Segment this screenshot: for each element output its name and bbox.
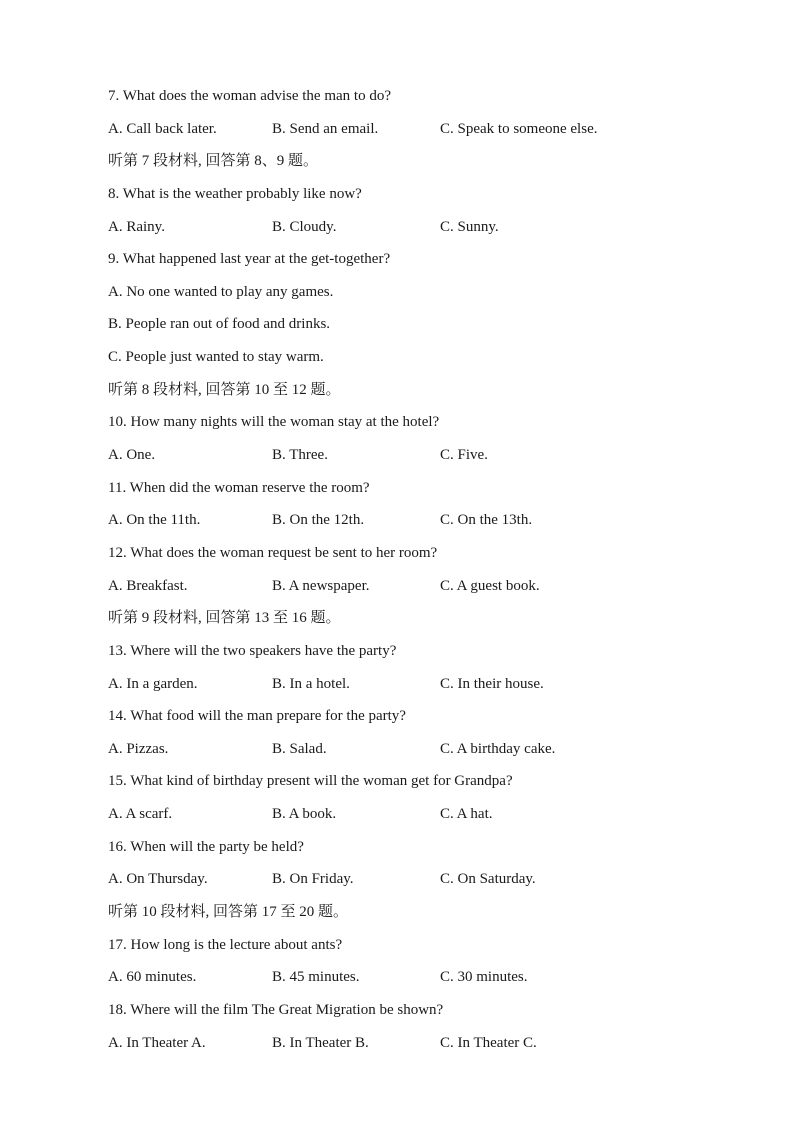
question-text: 15. What kind of birthday present will the woman get for Grandpa? — [108, 773, 513, 790]
answer-option-b: B. Send an email. — [272, 120, 379, 137]
question-text: 12. What does the woman request be sent to her room? — [108, 544, 438, 561]
question-text: 9. What happened last year at the get-together? — [108, 251, 391, 268]
question-text: 18. Where will the film The Great Migration be shown? — [108, 1001, 444, 1018]
answer-option: B. People ran out of food and drinks. — [108, 316, 331, 333]
answer-option-b: B. Three. — [272, 447, 328, 464]
section-instruction: 听第 8 段材料, 回答第 10 至 12 题。 — [108, 381, 341, 398]
options-row — [108, 863, 728, 896]
answer-option-b: B. On Friday. — [272, 871, 354, 888]
answer-option-a: A. Breakfast. — [108, 577, 188, 594]
exam-page — [108, 80, 728, 1059]
answer-option-c: C. In their house. — [440, 675, 544, 692]
answer-option-a: A. Rainy. — [108, 218, 165, 235]
answer-option-a: A. One. — [108, 447, 156, 464]
answer-option-b: B. A book. — [272, 806, 337, 823]
answer-option-b: B. Cloudy. — [272, 218, 337, 235]
options-row — [108, 733, 728, 766]
answer-option-c: C. Sunny. — [440, 218, 499, 235]
question-text: 11. When did the woman reserve the room? — [108, 479, 370, 496]
answer-option-b: B. In a hotel. — [272, 675, 350, 692]
question-text: 17. How long is the lecture about ants? — [108, 936, 343, 953]
answer-option: A. No one wanted to play any games. — [108, 283, 334, 300]
answer-option-c: C. On Saturday. — [440, 871, 536, 888]
answer-option-b: B. 45 minutes. — [272, 969, 360, 986]
question-text: 7. What does the woman advise the man to do? — [108, 88, 391, 104]
options-row — [108, 211, 728, 244]
answer-option-c: C. In Theater C. — [440, 1034, 537, 1051]
section-instruction: 听第 7 段材料, 回答第 8、9 题。 — [108, 153, 319, 170]
answer-option-c: C. 30 minutes. — [440, 969, 528, 986]
answer-option-c: C. A guest book. — [440, 577, 540, 594]
answer-option-b: B. On the 12th. — [272, 512, 365, 529]
question-text: 8. What is the weather probably like now? — [108, 185, 362, 202]
answer-option-c: C. Five. — [440, 447, 488, 464]
answer-option-a: A. A scarf. — [108, 806, 173, 823]
answer-option-c: C. Speak to someone else. — [440, 120, 598, 137]
answer-option-c: C. A hat. — [440, 806, 493, 823]
answer-option-c: C. On the 13th. — [440, 512, 533, 529]
answer-option-a: A. 60 minutes. — [108, 969, 197, 986]
options-row — [108, 1027, 728, 1060]
options-row — [108, 798, 728, 831]
answer-option: C. People just wanted to stay warm. — [108, 349, 324, 366]
answer-option-a: A. In Theater A. — [108, 1034, 206, 1051]
answer-option-a: A. Call back later. — [108, 120, 217, 137]
answer-option-a: A. Pizzas. — [108, 740, 169, 757]
options-row — [108, 113, 728, 146]
answer-option-a: A. In a garden. — [108, 675, 198, 692]
question-text: 16. When will the party be held? — [108, 838, 304, 855]
answer-option-a: A. On the 11th. — [108, 512, 201, 529]
question-text: 14. What food will the man prepare for the party? — [108, 708, 406, 725]
answer-option-b: B. A newspaper. — [272, 577, 370, 594]
section-instruction: 听第 10 段材料, 回答第 17 至 20 题。 — [108, 904, 349, 921]
answer-option-c: C. A birthday cake. — [440, 740, 556, 757]
answer-option-a: A. On Thursday. — [108, 871, 208, 888]
options-row — [108, 504, 728, 537]
options-row — [108, 668, 728, 701]
answer-option-b: B. In Theater B. — [272, 1034, 369, 1051]
answer-option-b: B. Salad. — [272, 740, 327, 757]
question-text: 13. Where will the two speakers have the party? — [108, 642, 397, 659]
options-row — [108, 570, 728, 603]
options-row — [108, 961, 728, 994]
section-instruction: 听第 9 段材料, 回答第 13 至 16 题。 — [108, 610, 341, 627]
options-row — [108, 439, 728, 472]
question-text: 10. How many nights will the woman stay at the hotel? — [108, 414, 440, 431]
